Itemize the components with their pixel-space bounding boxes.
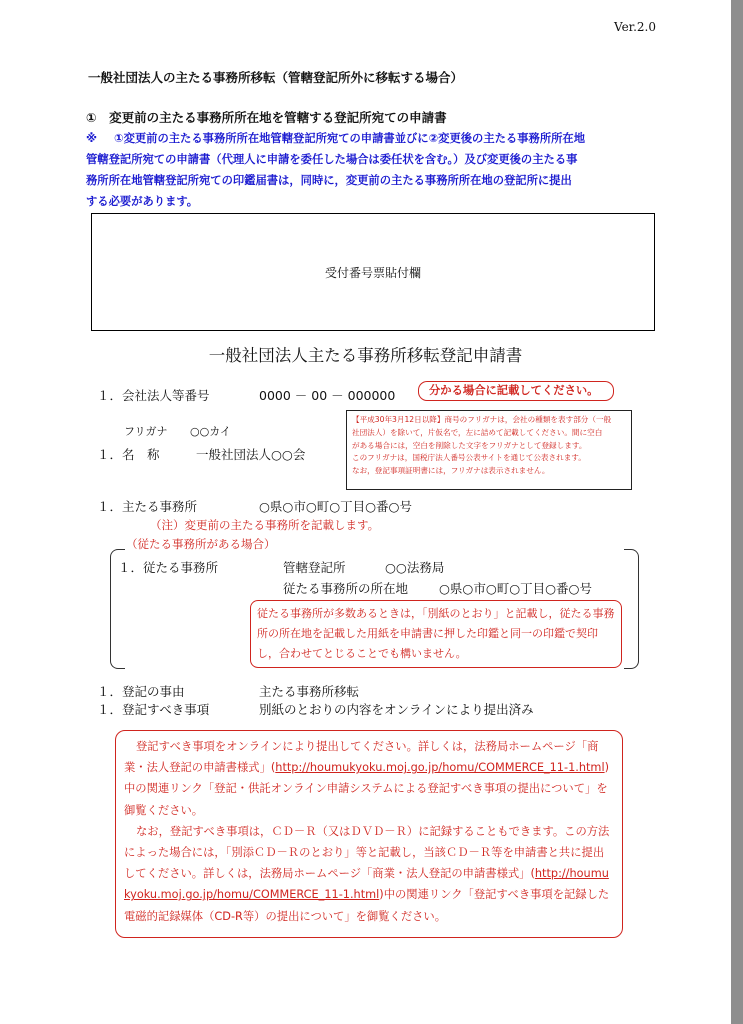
name-label: １．名 称 [97,447,160,462]
blue-note [86,128,666,212]
matters-label: １．登記すべき事項 [97,702,210,717]
reason-value: 主たる事務所移転 [259,684,360,699]
online-submission-callout [115,730,623,938]
note-line-2: 管轄登記所宛ての申請書（代理人に申請を委任した場合は委任状を含む。）及び変更後の主たる事 [86,153,578,166]
matters-value: 別紙のとおりの内容をオンラインにより提出済み [259,702,534,717]
receipt-stamp-label: 受付番号票貼付欄 [324,266,421,280]
corp-number-label: １．会社法人等番号 [97,388,210,403]
furigana-note-line-2: 社団法人）を除いて，片仮名で，左に詰めて記載してください。間に空白 [352,427,603,437]
note-mark: ※ [86,132,97,145]
furigana-note-box [346,410,632,490]
branch-condition: （従たる事務所がある場合） [126,537,276,551]
furigana-note-line-3: がある場合には，空白を削除した文字をフリガナとして登録します。 [352,440,587,450]
callout-paragraph-1 [124,736,614,821]
name-value: 一般社団法人○○会 [196,447,306,462]
form-title: 一般社団法人主たる事務所移転登記申請書 [208,346,523,365]
reason-label: １．登記の事由 [97,684,185,699]
furigana-note-line-5: なお，登記事項証明書には，フリガナは表示されません。 [352,466,550,476]
branch-callout: 従たる事務所が多数あるときは，「別紙のとおり」と記載し，従たる事務所の所在地を記載した用紙を申請書に押した印鑑と同一の印鑑で契印し，合わせてとじることでも構いません。 [250,600,622,668]
main-office-value: ○県○市○町○丁目○番○号 [259,499,412,514]
callout-p2-text-a: なお，登記すべき事項は，ＣＤ－Ｒ（又はＤＶＤ－Ｒ）に記録することもできます。この方法によった場合には，「別添ＣＤ－Ｒのとおり」等と記載し，当該ＣＤ－Ｒ等を申請書と共に提出してください。詳しくは，法務局ホームページ「商業・法人登記の申請書様式」( [124,824,610,881]
document-heading: 一般社団法人の主たる事務所移転（管轄登記所外に移転する場合） [88,70,464,85]
callout-p1-text-a: 登記すべき事項をオンラインにより提出してください。詳しくは，法務局ホームページ「商業・法人登記の申請書様式」( [124,740,599,775]
furigana-value: ○○カイ [190,425,231,438]
note-line-4: する必要があります。 [86,195,199,208]
furigana-label: フリガナ [124,425,168,438]
corp-number-callout: 分かる場合に記載してください。 [418,381,614,401]
receipt-stamp-box [91,213,655,331]
branch-bracket-right [624,549,639,669]
callout-p1-link[interactable]: http://houmukyoku.moj.go.jp/homu/COMMERCE_11-1.html [275,761,605,775]
branch-address-value: ○県○市○町○丁目○番○号 [439,581,592,596]
callout-paragraph-2 [124,821,614,927]
callout-p2-text-b: )中の関連リンク「登記すべき事項を記録した電磁的記録媒体（CD-R等）の提出について」を御覧ください。 [124,888,610,923]
main-office-label: １．主たる事務所 [97,499,198,514]
corp-number-value: 0000 － 00 － 000000 [259,388,396,403]
branch-label: １．従たる事務所 [118,560,219,575]
main-office-note: （注）変更前の主たる事務所を記載します。 [150,518,380,532]
note-line-3: 務所所在地管轄登記所宛ての印鑑届書は，同時に，変更前の主たる事務所所在地の登記所に提出 [86,174,572,187]
version-label: Ver.2.0 [614,20,656,34]
branch-registry-label: 管轄登記所 [283,560,346,575]
branch-address-label: 従たる事務所の所在地 [283,581,409,596]
furigana-note-line-4: このフリガナは，国税庁法人番号公表サイトを通じて公表されます。 [352,453,586,463]
note-line-1: ①変更前の主たる事務所所在地管轄登記所宛ての申請書並びに②変更後の主たる事務所所在地 [114,132,586,145]
branch-registry-value: ○○法務局 [385,560,445,575]
callout-p1-text-b: )中の関連リンク「登記・供託オンライン申請システムによる登記すべき事項の提出について」を御覧ください。 [124,761,610,817]
section-1-heading: ① 変更前の主たる事務所所在地を管轄する登記所宛ての申請書 [86,110,447,125]
callout-p2-link[interactable]: http://houmukyoku.moj.go.jp/homu/COMMERCE_11-1.html [124,867,609,902]
furigana-note-line-1: 【平成30年3月12日以降】商号のフリガナは，会社の種類を表す部分（一般 [352,415,612,424]
